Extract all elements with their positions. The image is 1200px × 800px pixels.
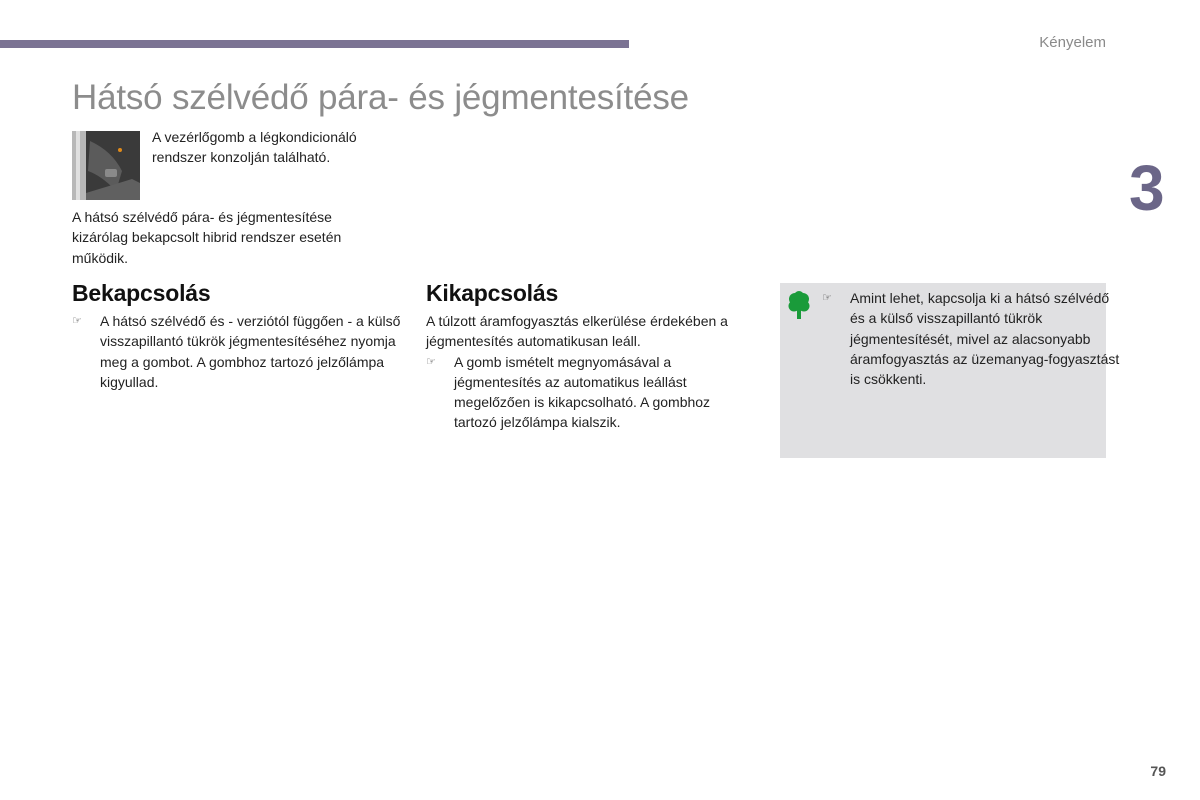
eco-info-box	[780, 283, 1120, 458]
list-item	[72, 311, 402, 392]
list-item	[822, 288, 1120, 389]
column-bekapcsolas	[72, 311, 402, 392]
heading-bekapcsolas: Bekapcsolás	[72, 280, 211, 306]
pointing-hand-icon: ☞	[822, 292, 832, 304]
section-label: Kényelem	[1039, 34, 1106, 51]
heading-kikapcsolas: Kikapcsolás	[426, 280, 559, 306]
pointing-hand-icon: ☞	[426, 355, 436, 368]
header-bar	[0, 40, 629, 48]
list-item	[426, 352, 756, 433]
page-number: 79	[1150, 763, 1166, 779]
info-text: Amint lehet, kapcsolja ki a hátsó szélvédő és a külső visszapillantó tükrök jégmentesítését, mivel az alacsonyabb áramfogyasztás az üzemanyag-fogyasztást is csökkenti.	[850, 290, 1120, 388]
photo-caption: A vezérlőgomb a légkondicionáló rendszer konzolján található.	[152, 129, 357, 166]
page-title: Hátsó szélvédő pára- és jégmentesítése	[72, 78, 689, 117]
kikapcsolas-paragraph: A túlzott áramfogyasztás elkerülése érdekében a jégmentesítés automatikusan leáll.	[426, 313, 728, 350]
intro-paragraph: A hátsó szélvédő pára- és jégmentesítése kizárólag bekapcsolt hibrid rendszer esetén működik.	[72, 209, 342, 266]
bullet-text: A hátsó szélvédő és - verziótól függően - a külső visszapillantó tükrök jégmentesítéséhez nyomja meg a gombot. A gombhoz tartozó jelzőlámpa kigyullad.	[100, 313, 401, 390]
pointing-hand-icon: ☞	[72, 315, 82, 327]
column-kikapcsolas	[426, 311, 756, 433]
tree-icon	[788, 291, 810, 319]
bullet-text: A gomb ismételt megnyomásával a jégmentesítés az automatikus leállást megelőzően is kikapcsolható. A gombhoz tartozó jelzőlámpa kialszik.	[454, 353, 711, 431]
chapter-number: 3	[1129, 152, 1165, 224]
control-button-photo	[72, 131, 140, 200]
